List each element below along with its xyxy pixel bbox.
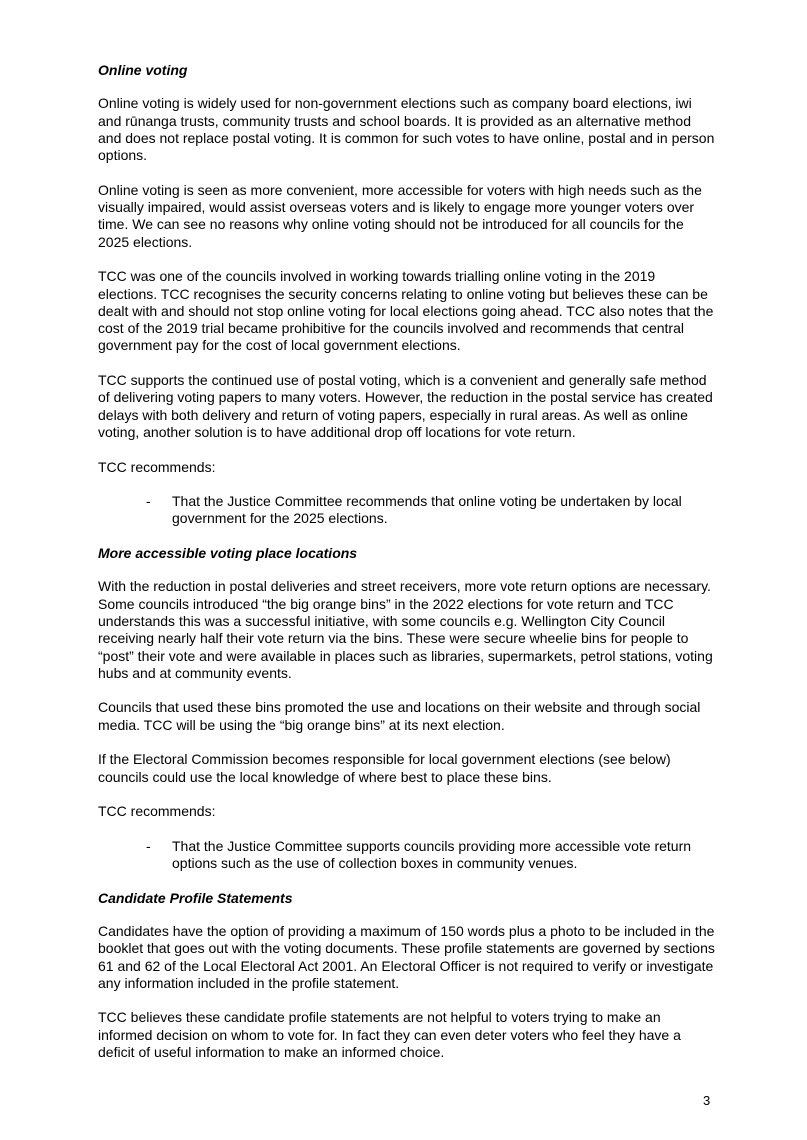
paragraph: Candidates have the option of providing a maximum of 150 words plus a photo to be included in the booklet that goes out with the voting documents. These profile statements are governed by sections 61 and 62 of the Local Electoral Act 2001. An Electoral Officer is not required to verify or investigate any information included in the profile statement.: [98, 922, 715, 991]
paragraph: Councils that used these bins promoted the use and locations on their website and through social media. TCC will be using the “big orange bins” at its next election.: [98, 699, 701, 733]
section-heading: More accessible voting place locations: [98, 545, 358, 562]
recommendation-item: [98, 493, 718, 528]
paragraph: TCC supports the continued use of postal voting, which is a convenient and generally safe method of delivering voting papers to many voters. However, the reduction in the postal service has created delays with both delivery and return of voting papers, especially in rural areas. As well as online voting, another solution is to have additional drop off locations for vote return.: [98, 372, 713, 440]
recommendation-item: [98, 838, 718, 873]
paragraph: TCC believes these candidate profile statements are not helpful to voters trying to make an informed decision on whom to vote for. In fact they can even deter voters who feel they have a deficit of useful information to make an informed choice.: [98, 1009, 681, 1061]
dash-marker: -: [146, 493, 151, 510]
paragraph: Online voting is widely used for non-government elections such as company board elections, iwi and rūnanga trusts, community trusts and school boards. It is provided as an alternative method and does not replace postal voting. It is common for such votes to have online, postal and in person options.: [98, 95, 715, 164]
page-number: 3: [703, 1093, 711, 1108]
dash-marker: -: [146, 837, 151, 854]
section-heading: Online voting: [98, 62, 188, 78]
section-candidate-profile-statements: [98, 890, 718, 1062]
paragraph: Online voting is seen as more convenient, more accessible for voters with high needs such as the visually impaired, would assist overseas voters and is likely to engage more younger voters over time. We can see no reasons why online voting should not be introduced for all councils for the 2025 elections.: [98, 181, 702, 250]
paragraph: If the Electoral Commission becomes responsible for local government elections (see below) councils could use the local knowledge of where best to place these bins.: [98, 751, 671, 785]
recommendation-list: [98, 493, 718, 528]
recommends-label: TCC recommends:: [98, 458, 216, 475]
paragraph: With the reduction in postal deliveries and street receivers, more vote return options are necessary. Some councils introduced “the big orange bins” in the 2022 elections for vote return and TCC understands this was a successful initiative, with some councils e.g. Wellington City Council receiving nearly half their vote return via the bins. These were secure wheelie bins for people to “post” their vote and were available in places such as libraries, supermarkets, petrol stations, voting hubs and at community events.: [98, 578, 713, 681]
recommendation-text: That the Justice Committee supports councils providing more accessible vote return options such as the use of collection boxes in community venues.: [172, 837, 692, 872]
section-accessible-voting-locations: [98, 545, 718, 872]
recommends-label: TCC recommends:: [98, 803, 216, 820]
section-heading: Candidate Profile Statements: [98, 889, 293, 906]
recommendation-text: That the Justice Committee recommends that online voting be undertaken by local government for the 2025 elections.: [172, 493, 682, 527]
document-body: [98, 62, 718, 1079]
paragraph: TCC was one of the councils involved in working towards trialling online voting in the 2019 elections. TCC recognises the security concerns relating to online voting but believes these can be dealt with and should not stop online voting for local elections going ahead. TCC also notes that the cost of the 2019 trial became prohibitive for the councils involved and recommends that central government pay for the cost of local government elections.: [98, 268, 714, 354]
section-online-voting: [98, 62, 718, 528]
recommendation-list: [98, 838, 718, 873]
